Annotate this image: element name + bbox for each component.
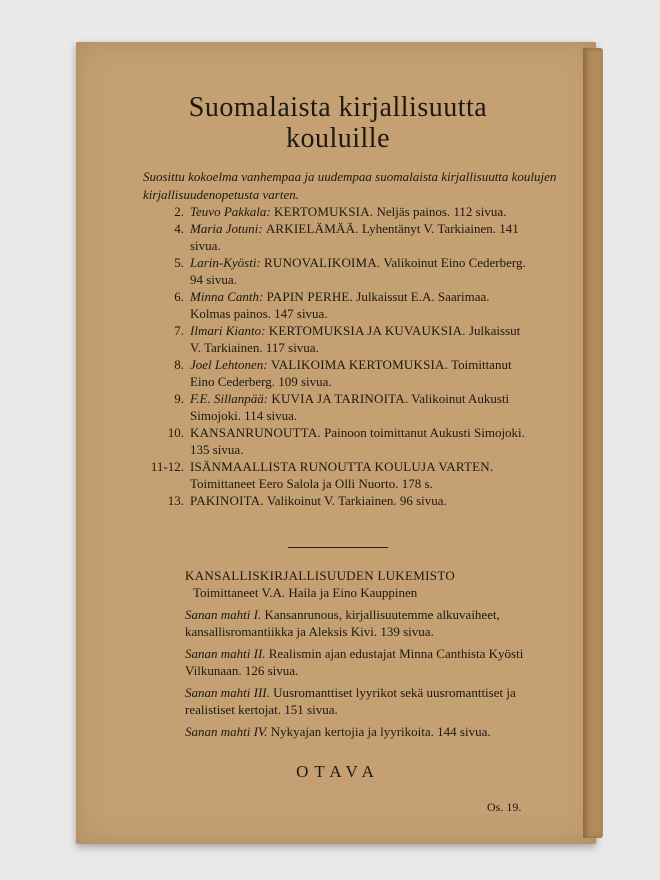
entry-work: KANSANRUNOUTTA. xyxy=(190,425,321,440)
entry-work: KUVIA JA TARINOITA. xyxy=(271,391,409,406)
entry-work: PAKINOITA. xyxy=(190,493,264,508)
entry-author: Minna Canth: xyxy=(190,289,264,304)
entry-work: RUNOVALIKOIMA. xyxy=(264,255,381,270)
entry-author: Maria Jotuni: xyxy=(190,221,263,236)
entry-details: Julkaissut E.A. Saarimaa. Kolmas painos. 147 sivua. xyxy=(190,289,490,321)
entry-number: 7. xyxy=(174,323,184,338)
lukemisto-editors: Toimittaneet V.A. Haila ja Eino Kauppinen xyxy=(193,585,418,600)
entry-work: KERTOMUKSIA. xyxy=(274,204,374,219)
lukemisto-section xyxy=(185,567,540,740)
list-item xyxy=(185,684,540,718)
entry-details: Toimittaneet Eero Salola ja Olli Nuorto. 178 s. xyxy=(190,476,433,491)
list-item xyxy=(127,424,532,458)
entry-details: Toimittanut Eino Cederberg. 109 sivua. xyxy=(190,357,512,389)
intro-text: Suosittu kokoelma vanhempaa ja uudempaa suomalaista kirjallisuutta koulujen kirjallisuudenopetusta varten. xyxy=(143,169,557,202)
entry-work: ISÄNMAALLISTA RUNOUTTA KOULUJA VARTEN. xyxy=(190,459,494,474)
volume-details: Kansanrunous, kirjallisuutemme alkuvaiheet, kansallisromantiikka ja Aleksis Kivi. 139 sivua. xyxy=(185,607,500,639)
volume-name: Sanan mahti IV. xyxy=(185,724,268,739)
volume-name: Sanan mahti III. xyxy=(185,685,270,700)
entry-number: 13. xyxy=(167,493,184,508)
volume-name: Sanan mahti II. xyxy=(185,646,266,661)
list-item xyxy=(127,322,532,356)
title-line-1: Suomalaista kirjallisuutta xyxy=(188,92,488,123)
entry-details: Painoon toimittanut Aukusti Simojoki. 135 sivua. xyxy=(190,425,525,457)
entry-author: Ilmari Kianto: xyxy=(190,323,266,338)
list-item xyxy=(185,645,540,679)
list-item xyxy=(127,254,532,288)
entry-number: 2. xyxy=(174,204,184,219)
entry-work: PAPIN PERHE. xyxy=(266,289,354,304)
list-item xyxy=(185,723,540,740)
list-item xyxy=(127,356,532,390)
list-item xyxy=(127,492,532,509)
entry-details: Julkaissut V. Tarkiainen. 117 sivua. xyxy=(190,323,521,355)
entry-work: KERTOMUKSIA JA KUVAUKSIA. xyxy=(268,323,466,338)
list-item xyxy=(127,458,532,492)
entry-work: ARKIELÄMÄÄ. xyxy=(265,221,359,236)
book-list xyxy=(127,203,532,509)
volume-details: Uusromanttiset lyyrikot sekä uusromanttiset ja realistiset kertojat. 151 sivua. xyxy=(185,685,516,717)
entry-number: 6. xyxy=(174,289,184,304)
book-spine xyxy=(583,48,603,838)
entry-author: Larin-Kyösti: xyxy=(190,255,261,270)
entry-details: Valikoinut V. Tarkiainen. 96 sivua. xyxy=(266,493,447,508)
entry-work: VALIKOIMA KERTOMUKSIA. xyxy=(270,357,449,372)
entry-number: 8. xyxy=(174,357,184,372)
list-item xyxy=(185,606,540,640)
volume-details: Nykyajan kertojia ja lyyrikoita. 144 sivua. xyxy=(270,724,491,739)
list-item xyxy=(127,220,532,254)
entry-number: 5. xyxy=(174,255,184,270)
volume-name: Sanan mahti I. xyxy=(185,607,262,622)
entry-number: 11-12. xyxy=(150,459,184,474)
entry-details: Neljäs painos. 112 sivua. xyxy=(376,204,507,219)
entry-number: 4. xyxy=(174,221,184,236)
volume-details: Realismin ajan edustajat Minna Canthista Kyösti Vilkunaan. 126 sivua. xyxy=(185,646,524,678)
entry-author: Teuvo Pakkala: xyxy=(190,204,271,219)
list-item xyxy=(127,288,532,322)
title-line-2: kouluille xyxy=(285,123,391,154)
catalog-code: Os. 19. xyxy=(487,800,522,814)
entry-author: F.E. Sillanpää: xyxy=(190,391,269,406)
entry-number: 10. xyxy=(167,425,184,440)
section-divider xyxy=(288,547,388,548)
entry-number: 9. xyxy=(174,391,184,406)
entry-details: Valikoinut Aukusti Simojoki. 114 sivua. xyxy=(190,391,510,423)
entry-details: Valikoinut Eino Cederberg. 94 sivua. xyxy=(190,255,526,287)
entry-author: Joel Lehtonen: xyxy=(190,357,268,372)
publisher-name: OTAVA xyxy=(296,762,380,781)
lukemisto-title: KANSALLISKIRJALLISUUDEN LUKEMISTO xyxy=(185,568,456,583)
list-item xyxy=(127,203,532,220)
entry-details: Lyhentänyt V. Tarkiainen. 141 sivua. xyxy=(190,221,519,253)
list-item xyxy=(127,390,532,424)
